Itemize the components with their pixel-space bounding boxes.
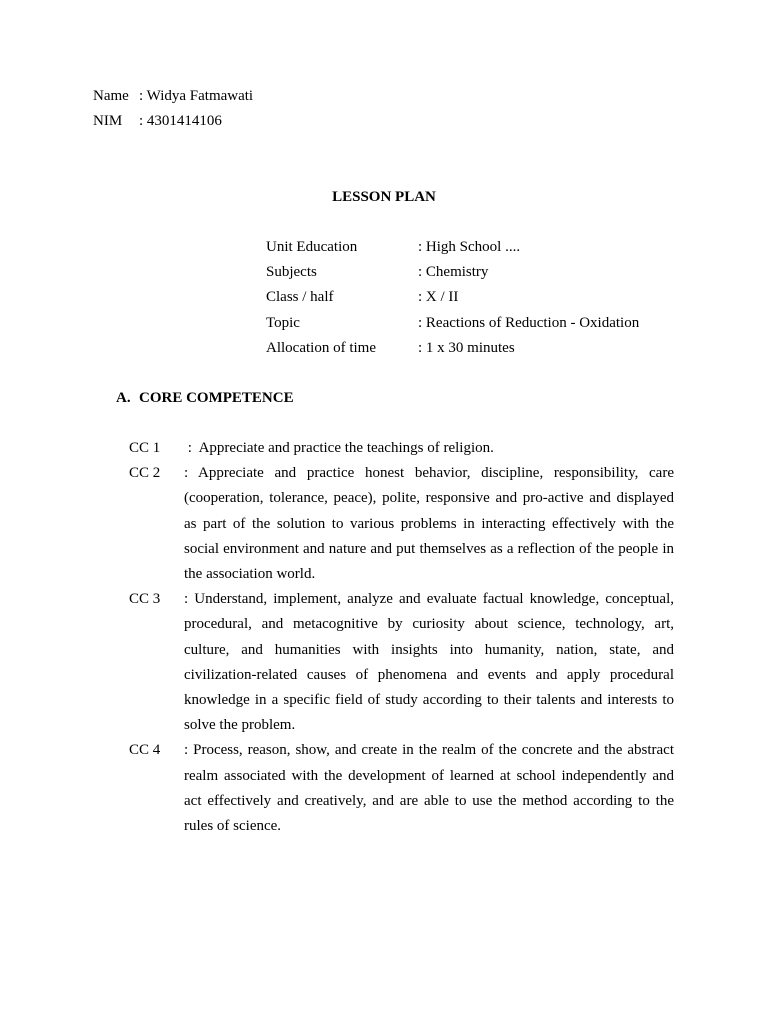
student-nim-row [93, 111, 253, 136]
info-row [266, 262, 639, 287]
info-row [266, 237, 639, 262]
core-competence-label: CC 4 [129, 742, 161, 759]
core-competence-list [129, 436, 674, 839]
section-letter: A. [116, 390, 131, 406]
core-competence-item [129, 738, 674, 839]
info-label: Topic [266, 314, 300, 331]
core-competence-text: : Process, reason, show, and create in the realm of the concrete and the abstract realm associated with the development of learned at school independently and act effectively and creatively, and are able to use the method according to the rules of science. [184, 742, 674, 835]
info-row [266, 287, 639, 312]
section-heading [116, 388, 294, 408]
name-value: : Widya Fatmawati [139, 88, 254, 104]
info-value: : High School .... [418, 239, 521, 255]
nim-value: : 4301414106 [139, 113, 222, 129]
info-label: Allocation of time [266, 339, 376, 356]
core-competence-item [129, 436, 674, 461]
student-name-row [93, 86, 253, 111]
core-competence-label: CC 2 [129, 465, 161, 482]
info-value: : Chemistry [418, 264, 489, 281]
document-title: LESSON PLAN [332, 189, 436, 205]
info-value: : 1 x 30 minutes [418, 339, 515, 356]
core-competence-label: CC 3 [129, 591, 161, 608]
info-row [266, 313, 639, 338]
info-row [266, 338, 639, 363]
core-competence-text: : Appreciate and practice honest behavior, discipline, responsibility, care (cooperation, tolerance, peace), polite, responsive and pro-active and displayed as part of the solution to various problems in interacting effectively with the social environment and nature and put themselves as a reflection of the people in the association world. [184, 465, 674, 583]
core-competence-text: : Understand, implement, analyze and evaluate factual knowledge, conceptual, procedural, and metacognitive by curiosity about science, technology, art, culture, and humanities with insights into humanity, nation, state, and civilization-related causes of phenomena and events and apply procedural knowledge in a specific field of study according to their talents and interests to solve the problem. [184, 591, 674, 734]
student-info [93, 86, 253, 136]
nim-label: NIM [93, 113, 123, 129]
info-value: : Reactions of Reduction - Oxidation [418, 314, 640, 331]
info-label: Subjects [266, 264, 317, 281]
info-label: Class / half [266, 289, 334, 306]
core-competence-item [129, 587, 674, 738]
core-competence-label: CC 1 [129, 440, 161, 456]
info-label: Unit Education [266, 239, 358, 255]
core-competence-text: : Appreciate and practice the teachings of religion. [184, 440, 494, 456]
core-competence-item [129, 461, 674, 587]
lesson-info-table [266, 237, 639, 363]
name-label: Name [93, 88, 129, 104]
section-title: CORE COMPETENCE [139, 390, 294, 406]
info-value: : X / II [418, 289, 459, 306]
